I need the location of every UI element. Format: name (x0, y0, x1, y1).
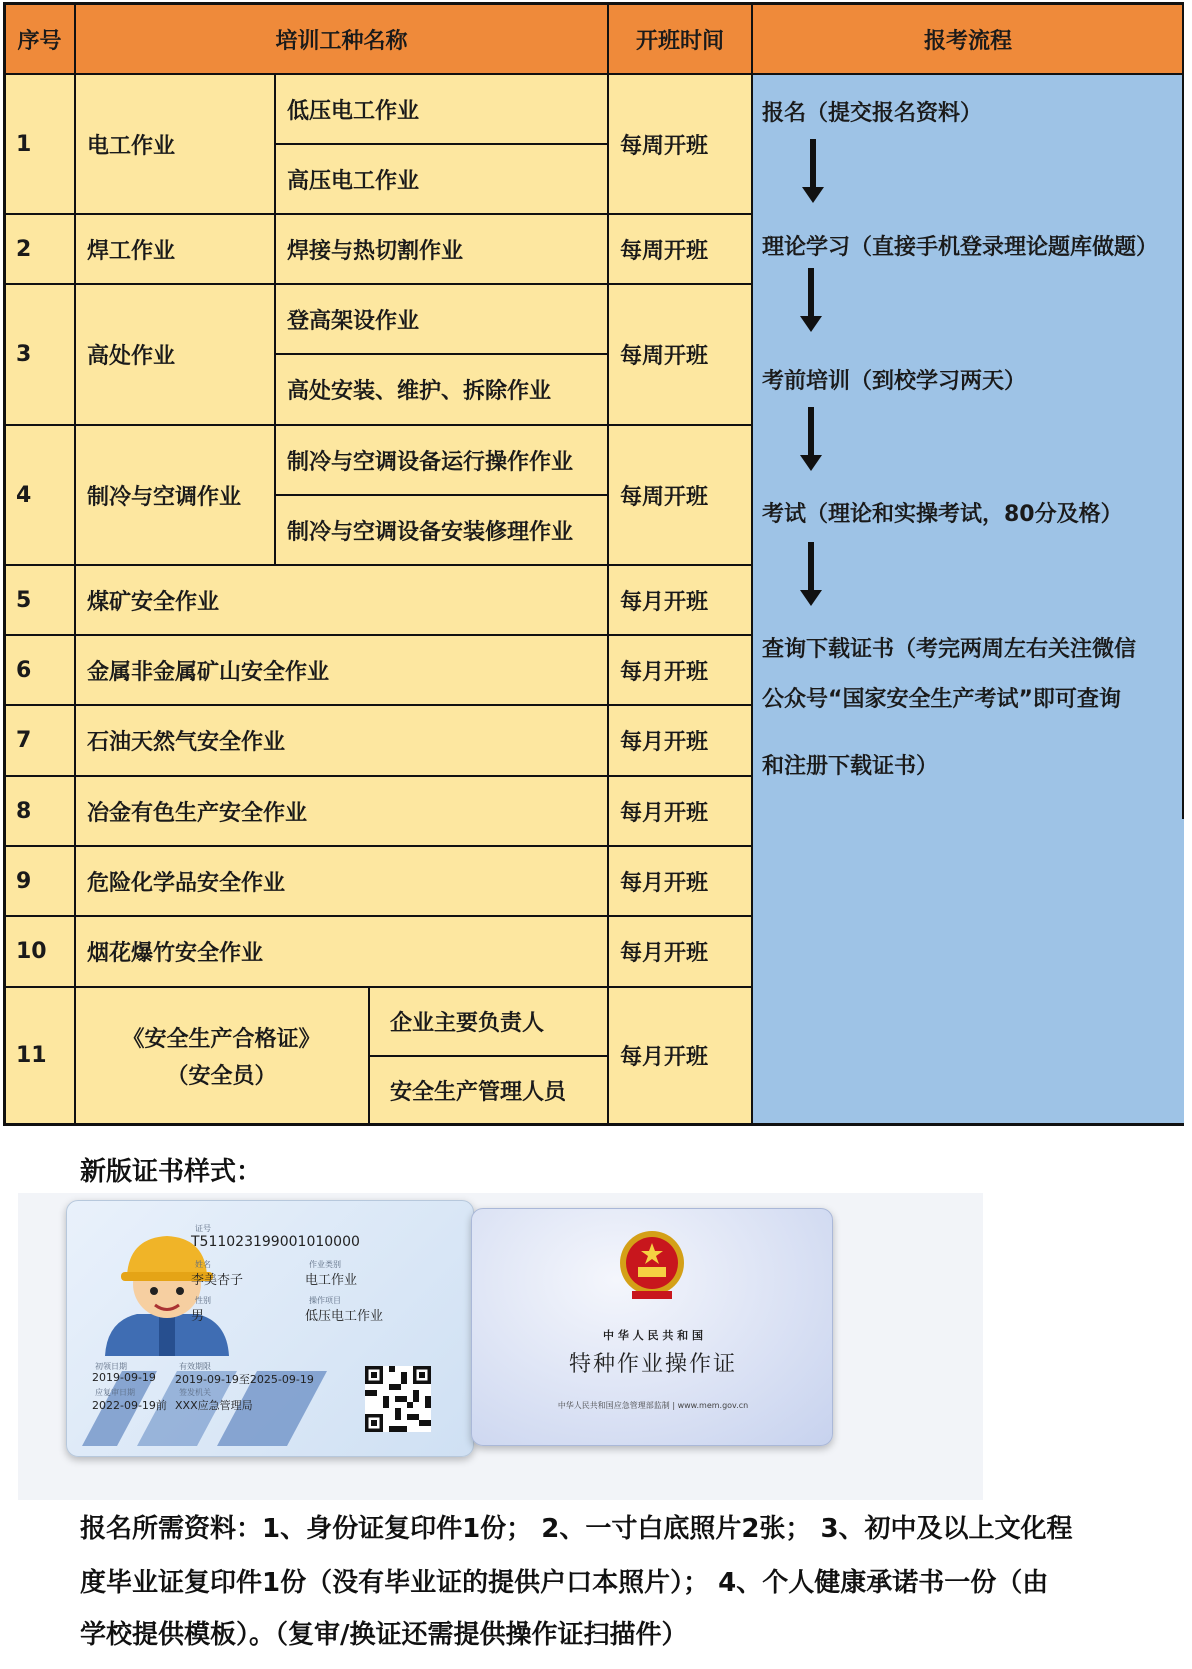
row-1-no: 1 (16, 131, 32, 157)
holder-gender: 男 (191, 1309, 205, 1324)
row-7-time: 每月开班 (620, 730, 709, 755)
row-10-no: 10 (16, 939, 47, 964)
validity-label: 有效期限 (179, 1362, 211, 1371)
cert-no: T511023199001010000 (191, 1234, 360, 1250)
row-8-no: 8 (16, 798, 32, 824)
row-9-time: 每月开班 (620, 870, 709, 896)
process-step-1: 报名（提交报名资料） (762, 101, 983, 126)
validity: 2019-09-19至2025-09-19 (175, 1373, 314, 1386)
row-10-category: 烟花爆竹安全作业 (87, 941, 264, 966)
process-step-5-line3: 和注册下载证书） (762, 754, 939, 779)
header-no: 序号 (17, 28, 62, 54)
requirements-line1: 报名所需资料：1、身份证复印件1份； 2、一寸白底照片2张； 3、初中及以上文化程 (80, 1514, 1073, 1544)
row-3-sub-1: 登高架设作业 (287, 308, 420, 334)
certificate-back-card (471, 1208, 833, 1446)
row-9-no: 9 (16, 868, 32, 894)
holder-item: 低压电工作业 (305, 1309, 384, 1324)
row-11-category-line2: （安全员） (166, 1063, 277, 1089)
row-4-no: 4 (16, 482, 32, 508)
row-1-sub-1: 低压电工作业 (287, 98, 420, 124)
row-10-time: 每月开班 (620, 941, 709, 966)
process-step-5-line2: 公众号“国家安全生产考试”即可查询 (762, 687, 1121, 712)
holder-name: 李美杏子 (191, 1273, 244, 1288)
row-6-time: 每月开班 (620, 659, 709, 685)
row-5-category: 煤矿安全作业 (87, 589, 220, 615)
back-footer: 中华人民共和国应急管理部监制 | www.mem.gov.cn (557, 1401, 749, 1410)
row-2-time: 每周开班 (620, 238, 709, 264)
first-issue-label: 初领日期 (95, 1362, 127, 1371)
row-4-sub-1: 制冷与空调设备运行操作作业 (287, 449, 574, 475)
review-label: 应复审日期 (95, 1388, 135, 1397)
header-time: 开班时间 (635, 28, 724, 54)
row-11-no: 11 (16, 1043, 47, 1068)
row-7-category: 石油天然气安全作业 (87, 730, 286, 755)
row-5-time: 每月开班 (620, 589, 709, 615)
row-11-time: 每月开班 (620, 1045, 709, 1070)
row-6-no: 6 (16, 657, 32, 683)
row-2-sub-1: 焊接与热切割作业 (287, 238, 464, 264)
row-8-time: 每月开班 (620, 800, 709, 826)
category-label: 作业类别 (309, 1260, 341, 1269)
process-step-3: 考前培训（到校学习两天） (762, 369, 1027, 394)
row-11-sub-1: 企业主要负责人 (390, 1011, 545, 1036)
row-1-time: 每周开班 (620, 133, 709, 159)
certificate-image-area (18, 1193, 983, 1500)
cert-no-label: 证号 (195, 1224, 211, 1233)
row-3-sub-2: 高处安装、维护、拆除作业 (287, 379, 552, 404)
row-5-no: 5 (16, 587, 32, 613)
gender-label: 性别 (195, 1296, 211, 1305)
issuer: XXX应急管理局 (175, 1399, 253, 1412)
row-11-sub-2: 安全生产管理人员 (390, 1079, 567, 1105)
row-1-sub-2: 高压电工作业 (287, 168, 420, 194)
requirements-line3: 学校提供模板）。（复审/换证还需提供操作证扫描件） (80, 1620, 688, 1650)
header-process: 报考流程 (923, 28, 1012, 54)
header-name: 培训工种名称 (275, 28, 408, 54)
row-4-sub-2: 制冷与空调设备安装修理作业 (287, 519, 574, 545)
row-3-time: 每周开班 (620, 344, 709, 369)
back-country: 中 华 人 民 共 和 国 (603, 1329, 703, 1342)
issuer-label: 签发机关 (179, 1388, 211, 1397)
national-emblem-icon (618, 1229, 686, 1301)
row-6-category: 金属非金属矿山安全作业 (87, 659, 330, 685)
row-2-category: 焊工作业 (87, 238, 176, 264)
first-issue: 2019-09-19 (92, 1371, 156, 1384)
certificate-title: 新版证书样式： (80, 1157, 263, 1187)
review: 2022-09-19前 (92, 1399, 167, 1412)
row-4-category: 制冷与空调作业 (87, 484, 242, 510)
certificate-front-card (66, 1200, 474, 1457)
qr-code-icon (365, 1366, 431, 1432)
row-4-time: 每周开班 (620, 484, 709, 510)
process-step-2: 理论学习（直接手机登录理论题库做题） (762, 235, 1159, 260)
row-9-category: 危险化学品安全作业 (87, 870, 286, 896)
name-label: 姓名 (195, 1260, 211, 1269)
row-11-category (75, 987, 368, 1124)
row-1-category: 电工作业 (87, 133, 176, 159)
row-2-no: 2 (16, 236, 32, 262)
process-step-4: 考试（理论和实操考试，80分及格） (762, 502, 1123, 527)
item-label: 操作项目 (309, 1296, 341, 1305)
holder-category: 电工作业 (305, 1273, 358, 1288)
row-3-no: 3 (16, 342, 32, 367)
process-step-5-line1: 查询下载证书（考完两周左右关注微信 (762, 637, 1137, 662)
row-11-category-line1: 《安全生产合格证》 (122, 1026, 321, 1052)
row-8-category: 冶金有色生产安全作业 (87, 800, 308, 826)
requirements-line2: 度毕业证复印件1份（没有毕业证的提供户口本照片）； 4、个人健康承诺书一份（由 (80, 1568, 1049, 1598)
row-7-no: 7 (16, 728, 32, 753)
back-title: 特种作业操作证 (568, 1352, 737, 1377)
row-3-category: 高处作业 (87, 344, 176, 369)
